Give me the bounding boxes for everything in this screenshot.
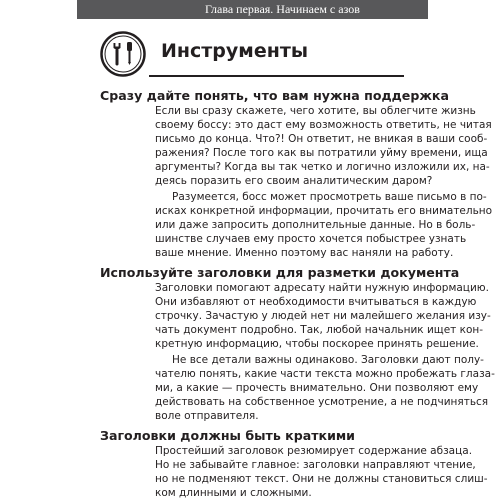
section-heading: Используйте заголовки для разметки документа	[100, 265, 460, 280]
section-heading: Заголовки должны быть краткими	[100, 428, 356, 443]
text-line: письмо до конца. Что?! Он ответит, не вникая в ваши сооб-	[155, 133, 488, 145]
text-line: ражения? После того как вы потратили уйму времени, ища	[155, 147, 488, 159]
text-line: строчку. Зачастую у людей нет ни малейшего желания изу-	[155, 310, 491, 322]
page-number: 21	[472, 2, 484, 16]
tools-icon	[100, 31, 146, 77]
running-head: Глава первая. Начинаем с азов	[205, 2, 360, 16]
text-line: Простейший заголовок резюмирует содержание абзаца.	[155, 445, 473, 457]
text-line: исках конкретной информации, прочитать его внимательно	[155, 205, 493, 217]
text-line: шинстве случаев ему просто хочется побыстрее узнать	[155, 233, 467, 245]
text-line: кретную информацию, чтобы поскорее принять решение.	[155, 338, 479, 350]
text-line: или даже запросить дополнительные данные. Но в боль-	[155, 219, 476, 231]
text-line: действовать на собственное усмотрение, а не подчиняться	[155, 396, 489, 408]
text-line: Разумеется, босс может просмотреть ваше письмо в по-	[172, 191, 487, 203]
text-line: но не подменяют текст. Они не должны становиться слиш-	[155, 473, 488, 485]
text-line: чать документ подробно. Так, любой начальник ищет кон-	[155, 324, 484, 336]
text-line: воле отправителя.	[155, 410, 259, 422]
chapter-title: Инструменты	[161, 40, 309, 62]
text-line: своему боссу: это даст ему возможность ответить, не читая	[155, 119, 492, 131]
text-line: Не все детали важны одинаково. Заголовки дают полу-	[172, 354, 484, 366]
section-heading: Сразу дайте понять, что вам нужна поддержка	[100, 88, 449, 103]
text-line: Заголовки помогают адресату найти нужную информацию.	[155, 282, 489, 294]
text-line: Они избавляют от необходимости вчитываться в каждую	[155, 296, 477, 308]
running-header-bar	[77, 0, 484, 19]
text-line: чателю понять, какие части текста можно пробежать глаза-	[155, 368, 495, 380]
text-line: ми, а какие — прочесть внимательно. Они позволяют ему	[155, 382, 479, 394]
title-underline	[149, 75, 404, 77]
text-line: ком длинными и сложными.	[155, 487, 312, 499]
text-line: Но не забывайте главное: заголовки направляют чтение,	[155, 459, 476, 471]
text-line: Если вы сразу скажете, чего хотите, вы облегчите жизнь	[155, 105, 476, 117]
text-line: ваше мнение. Именно поэтому вас наняли на работу.	[155, 247, 454, 259]
text-line: аргументы? Когда вы так четко и логично изложили их, на-	[155, 161, 490, 173]
text-line: деясь поразить его своим аналитическим даром?	[155, 175, 433, 187]
